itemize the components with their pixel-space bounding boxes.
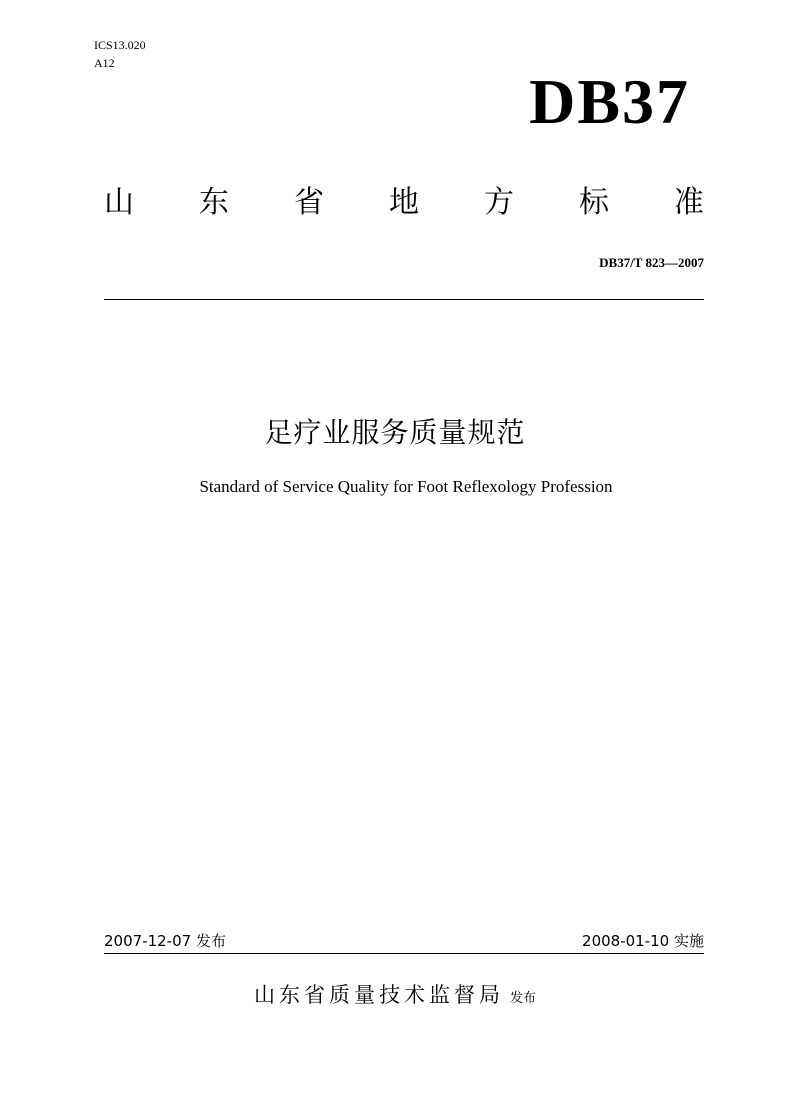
footer-divider <box>104 953 704 954</box>
document-title-chinese: 足疗业服务质量规范 <box>264 416 526 449</box>
standard-number: DB37/T 823—2007 <box>599 255 704 270</box>
header-divider <box>104 299 704 300</box>
classification-codes <box>94 36 146 72</box>
issue-date: 2007-12-07 发布 <box>104 932 226 950</box>
title-char: 准 <box>674 185 704 220</box>
publisher-suffix: 发布 <box>509 991 536 1006</box>
title-char: 地 <box>389 185 419 220</box>
ccs-code: A12 <box>94 56 115 70</box>
ics-code: ICS13.020 <box>94 38 146 52</box>
title-char: 标 <box>579 185 609 220</box>
standard-code-mark: DB37 <box>529 66 690 137</box>
implementation-date: 2008-01-10 实施 <box>582 932 704 950</box>
title-char: 山 <box>104 185 134 220</box>
standard-type-title <box>104 183 704 223</box>
title-char: 方 <box>484 185 514 220</box>
title-char: 东 <box>199 185 229 220</box>
title-char: 省 <box>294 185 324 220</box>
document-title-english: Standard of Service Quality for Foot Reflexology Profession <box>199 477 613 496</box>
publisher-line <box>0 980 790 1014</box>
publisher-name: 山东省质量技术监督局 <box>253 983 504 1007</box>
